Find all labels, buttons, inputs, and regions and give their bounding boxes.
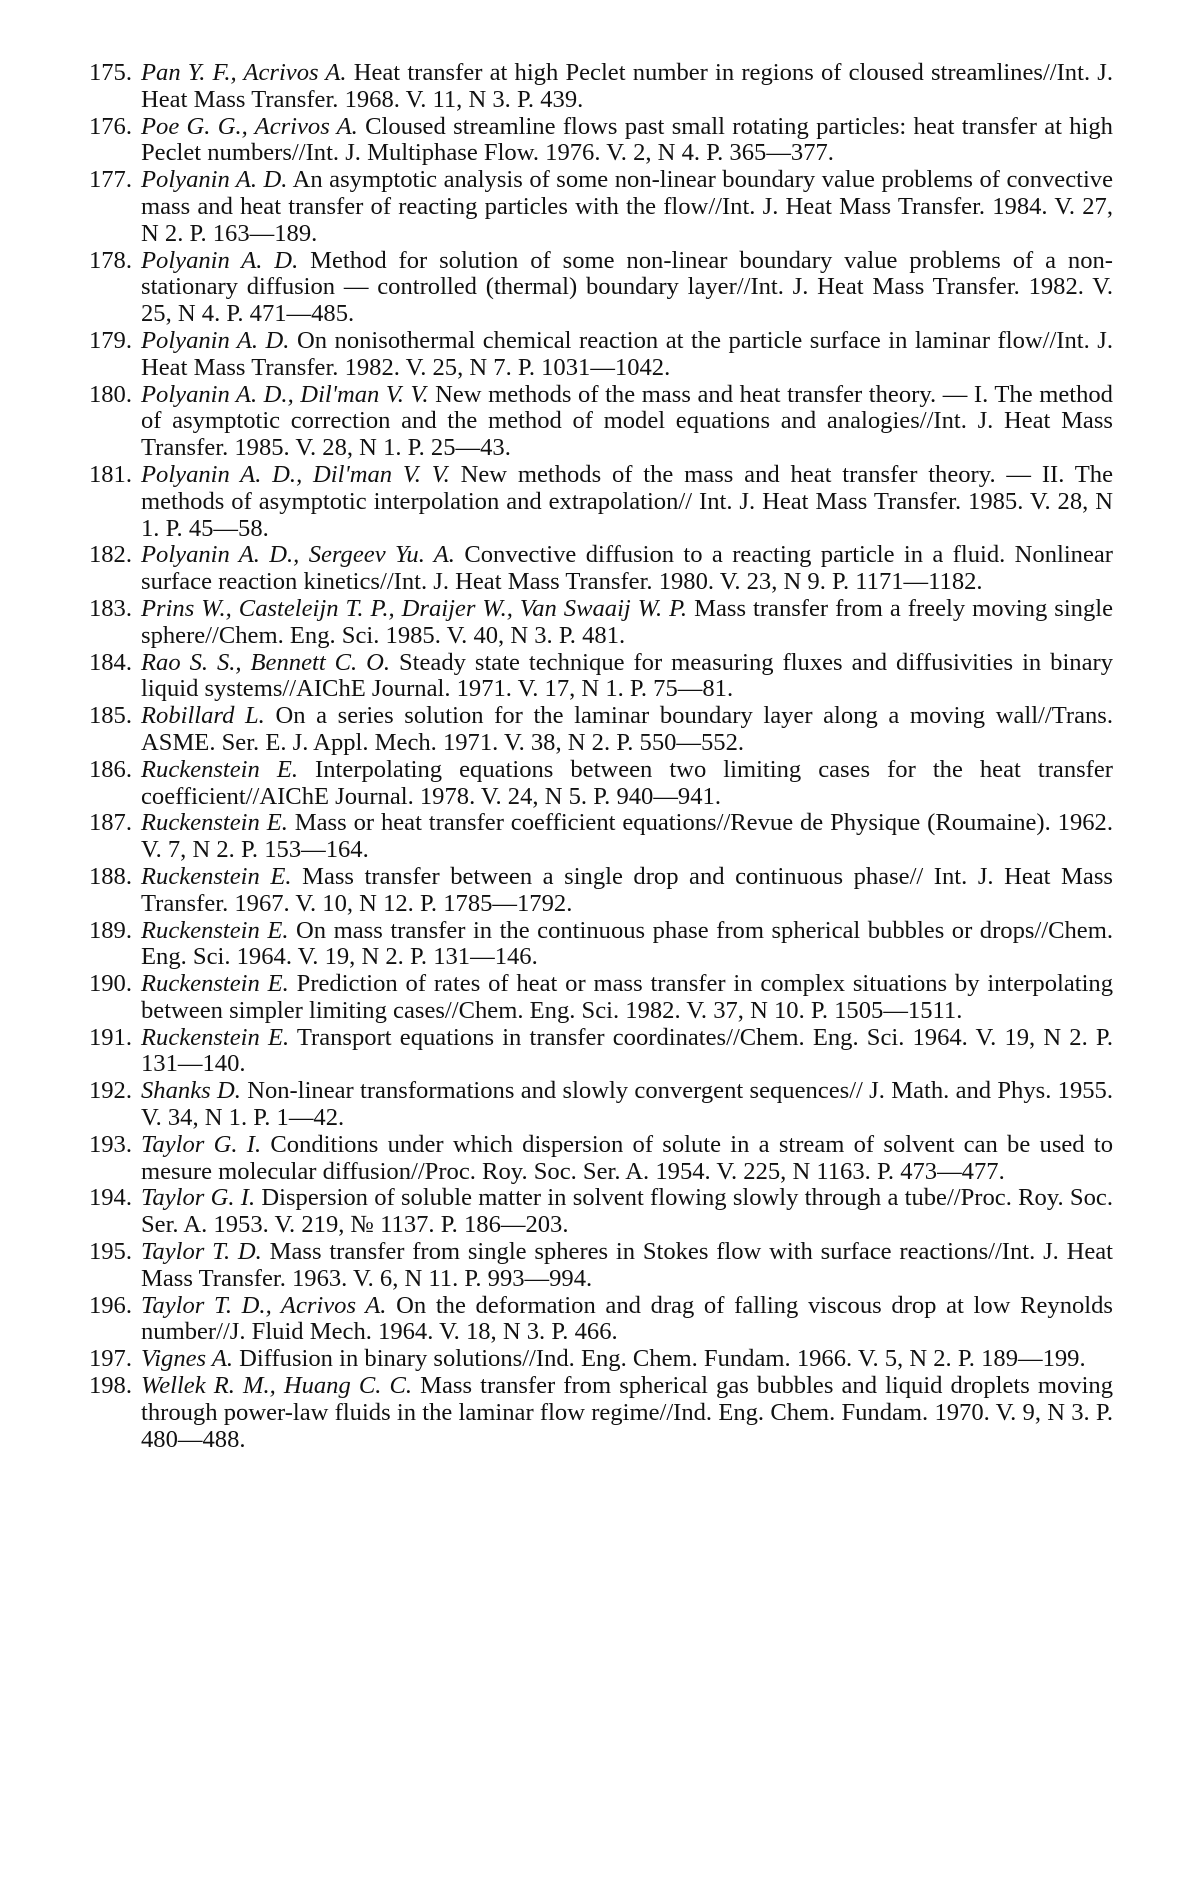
- reference-number: 196.: [88, 1291, 132, 1319]
- reference-item: [68, 248, 1113, 328]
- reference-item: [68, 757, 1113, 811]
- reference-text: New methods of the mass and heat transfer theory. — I. The method of asymptotic correction and the method of model equations and analogies//Int. J. Heat Mass Transfer. 1985. V. 28, N 1. P. 25—43.: [141, 380, 1113, 462]
- reference-number: 186.: [88, 755, 132, 783]
- reference-number: 183.: [88, 594, 132, 622]
- reference-item: [68, 1239, 1113, 1293]
- reference-text: Method for solution of some non-linear boundary value problems of a non-stationary diffusion — controlled (thermal) boundary layer//Int. J. Heat Mass Transfer. 1982. V. 25, N 4. P. 471—485.: [141, 246, 1113, 328]
- reference-text: On nonisothermal chemical reaction at the particle surface in laminar flow//Int. J. Heat Mass Transfer. 1982. V. 25, N 7. P. 1031—1042.: [141, 326, 1113, 381]
- reference-authors: Wellek R. M., Huang C. C.: [141, 1372, 413, 1400]
- reference-number: 180.: [88, 380, 132, 408]
- reference-authors: Polyanin A. D.: [141, 246, 299, 274]
- reference-item: [68, 596, 1113, 650]
- reference-text: An asymptotic analysis of some non-linear boundary value problems of convective mass and heat transfer of reacting particles with the flow//Int. J. Heat Mass Transfer. 1984. V. 27, N 2. P. 163—189.: [141, 166, 1113, 247]
- reference-item: [68, 1132, 1113, 1186]
- reference-number: 175.: [88, 59, 132, 86]
- reference-list: [68, 60, 1113, 1453]
- reference-number: 185.: [88, 702, 132, 730]
- reference-item: [68, 1025, 1113, 1079]
- reference-number: 194.: [88, 1184, 132, 1212]
- reference-text: Mass or heat transfer coefficient equations//Revue de Physique (Roumaine). 1962. V. 7, N 2. P. 153—164.: [141, 809, 1113, 864]
- reference-number: 192.: [88, 1077, 132, 1105]
- reference-item: [68, 1185, 1113, 1239]
- reference-item: [68, 864, 1113, 918]
- reference-number: 176.: [88, 112, 132, 140]
- reference-authors: Polyanin A. D.: [141, 326, 290, 354]
- reference-authors: Ruckenstein E.: [141, 916, 289, 944]
- reference-item: [68, 328, 1113, 382]
- reference-item: [68, 60, 1113, 114]
- reference-text: On the deformation and drag of falling viscous drop at low Reynolds number//J. Fluid Mech. 1964. V. 18, N 3. P. 466.: [141, 1291, 1113, 1346]
- reference-text: Mass transfer from spherical gas bubbles and liquid droplets moving through power-law fluids in the laminar flow regime//Ind. Eng. Chem. Fundam. 1970. V. 9, N 3. P. 480—488.: [141, 1372, 1113, 1453]
- reference-authors: Taylor G. I.: [141, 1184, 256, 1212]
- reference-authors: Ruckenstein E.: [141, 809, 288, 837]
- reference-item: [68, 1078, 1113, 1132]
- reference-text: Conditions under which dispersion of solute in a stream of solvent can be used to mesure molecular diffusion//Proc. Roy. Soc. Ser. A. 1954. V. 225, N 1163. P. 473—477.: [141, 1130, 1113, 1185]
- reference-number: 189.: [88, 916, 132, 944]
- reference-text: Prediction of rates of heat or mass transfer in complex situations by interpolating between simpler limiting cases//Chem. Eng. Sci. 1982. V. 37, N 10. P. 1505—1511.: [141, 970, 1114, 1024]
- reference-item: [68, 167, 1113, 247]
- reference-authors: Vignes A.: [141, 1345, 233, 1373]
- reference-item: [68, 650, 1113, 704]
- reference-text: Interpolating equations between two limiting cases for the heat transfer coefficient//AIChE Journal. 1978. V. 24, N 5. P. 940—941.: [141, 755, 1113, 810]
- reference-text: On a series solution for the laminar boundary layer along a moving wall//Trans. ASME. Ser. E. J. Appl. Mech. 1971. V. 38, N 2. P. 550—552.: [141, 702, 1113, 756]
- reference-item: [68, 810, 1113, 864]
- reference-item: [68, 971, 1113, 1025]
- reference-number: 197.: [88, 1345, 132, 1373]
- reference-text: On mass transfer in the continuous phase from spherical bubbles or drops//Chem. Eng. Sci. 1964. V. 19, N 2. P. 131—146.: [141, 916, 1113, 971]
- reference-text: Cloused streamline flows past small rotating particles: heat transfer at high Peclet numbers//Int. J. Multiphase Flow. 1976. V. 2, N 4. P. 365—377.: [141, 112, 1113, 167]
- reference-item: [68, 918, 1113, 972]
- reference-authors: Taylor T. D.: [141, 1238, 262, 1266]
- reference-authors: Taylor T. D., Acrivos A.: [141, 1291, 387, 1319]
- reference-authors: Ruckenstein E.: [141, 1023, 290, 1051]
- reference-text: Non-linear transformations and slowly convergent sequences// J. Math. and Phys. 1955. V. 34, N 1. P. 1—42.: [141, 1077, 1114, 1132]
- reference-text: Steady state technique for measuring fluxes and diffusivities in binary liquid systems//AIChE Journal. 1971. V. 17, N 1. P. 75—81.: [141, 648, 1113, 703]
- reference-authors: Rao S. S., Bennett C. O.: [141, 648, 391, 676]
- reference-authors: Shanks D.: [141, 1077, 241, 1105]
- reference-authors: Robillard L.: [141, 702, 265, 730]
- reference-item: [68, 114, 1113, 168]
- reference-number: 187.: [88, 809, 132, 837]
- reference-number: 178.: [88, 246, 132, 274]
- reference-item: [68, 462, 1113, 542]
- reference-item: [68, 1293, 1113, 1347]
- reference-number: 193.: [88, 1130, 132, 1158]
- reference-number: 191.: [88, 1023, 132, 1051]
- reference-authors: Ruckenstein E.: [141, 970, 289, 998]
- reference-text: Diffusion in binary solutions//Ind. Eng. Chem. Fundam. 1966. V. 5, N 2. P. 189—199.: [239, 1345, 1086, 1373]
- reference-text: New methods of the mass and heat transfer theory. — II. The methods of asymptotic interpolation and extrapolation// Int. J. Heat Mass Transfer. 1985. V. 28, N 1. P. 45—58.: [141, 460, 1113, 542]
- reference-number: 195.: [88, 1238, 132, 1266]
- reference-text: Mass transfer between a single drop and continuous phase// Int. J. Heat Mass Transfer. 1967. V. 10, N 12. P. 1785—1792.: [141, 862, 1113, 917]
- reference-number: 188.: [88, 862, 132, 890]
- reference-number: 177.: [88, 166, 132, 194]
- reference-number: 190.: [88, 970, 132, 998]
- reference-authors: Pan Y. F., Acrivos A.: [141, 59, 347, 86]
- reference-number: 198.: [88, 1372, 132, 1400]
- reference-text: Dispersion of soluble matter in solvent flowing slowly through a tube//Proc. Roy. Soc. Ser. A. 1953. V. 219, № 1137. P. 186—203.: [141, 1184, 1113, 1239]
- reference-text: Mass transfer from single spheres in Stokes flow with surface reactions//Int. J. Heat Mass Transfer. 1963. V. 6, N 11. P. 993—994.: [141, 1238, 1113, 1292]
- reference-authors: Polyanin A. D., Sergeev Yu. A.: [141, 541, 455, 569]
- reference-item: [68, 542, 1113, 596]
- reference-authors: Polyanin A. D., Dil'man V. V.: [141, 460, 450, 488]
- reference-authors: Polyanin A. D.: [141, 166, 288, 194]
- reference-authors: Polyanin A. D., Dil'man V. V.: [141, 380, 429, 408]
- reference-authors: Ruckenstein E.: [141, 755, 299, 783]
- reference-item: [68, 382, 1113, 462]
- reference-item: [68, 1373, 1113, 1453]
- reference-authors: Poe G. G., Acrivos A.: [141, 112, 358, 140]
- reference-number: 181.: [88, 460, 132, 488]
- reference-authors: Taylor G. I.: [141, 1130, 262, 1158]
- reference-authors: Prins W., Casteleijn T. P., Draijer W., Van Swaaij W. P.: [141, 594, 688, 622]
- reference-number: 184.: [88, 648, 132, 676]
- reference-number: 182.: [88, 541, 132, 569]
- reference-number: 179.: [88, 326, 132, 354]
- reference-text: Heat transfer at high Peclet number in regions of cloused streamlines//Int. J. Heat Mass Transfer. 1968. V. 11, N 3. P. 439.: [141, 59, 1113, 113]
- reference-authors: Ruckenstein E.: [141, 862, 292, 890]
- reference-text: Convective diffusion to a reacting particle in a fluid. Nonlinear surface reaction kinetics//Int. J. Heat Mass Transfer. 1980. V. 23, N 9. P. 1171—1182.: [141, 541, 1113, 596]
- reference-item: [68, 1346, 1113, 1373]
- reference-text: Mass transfer from a freely moving single sphere//Chem. Eng. Sci. 1985. V. 40, N 3. P. 481.: [141, 594, 1113, 649]
- reference-item: [68, 703, 1113, 757]
- reference-text: Transport equations in transfer coordinates//Chem. Eng. Sci. 1964. V. 19, N 2. P. 131—140.: [141, 1023, 1113, 1078]
